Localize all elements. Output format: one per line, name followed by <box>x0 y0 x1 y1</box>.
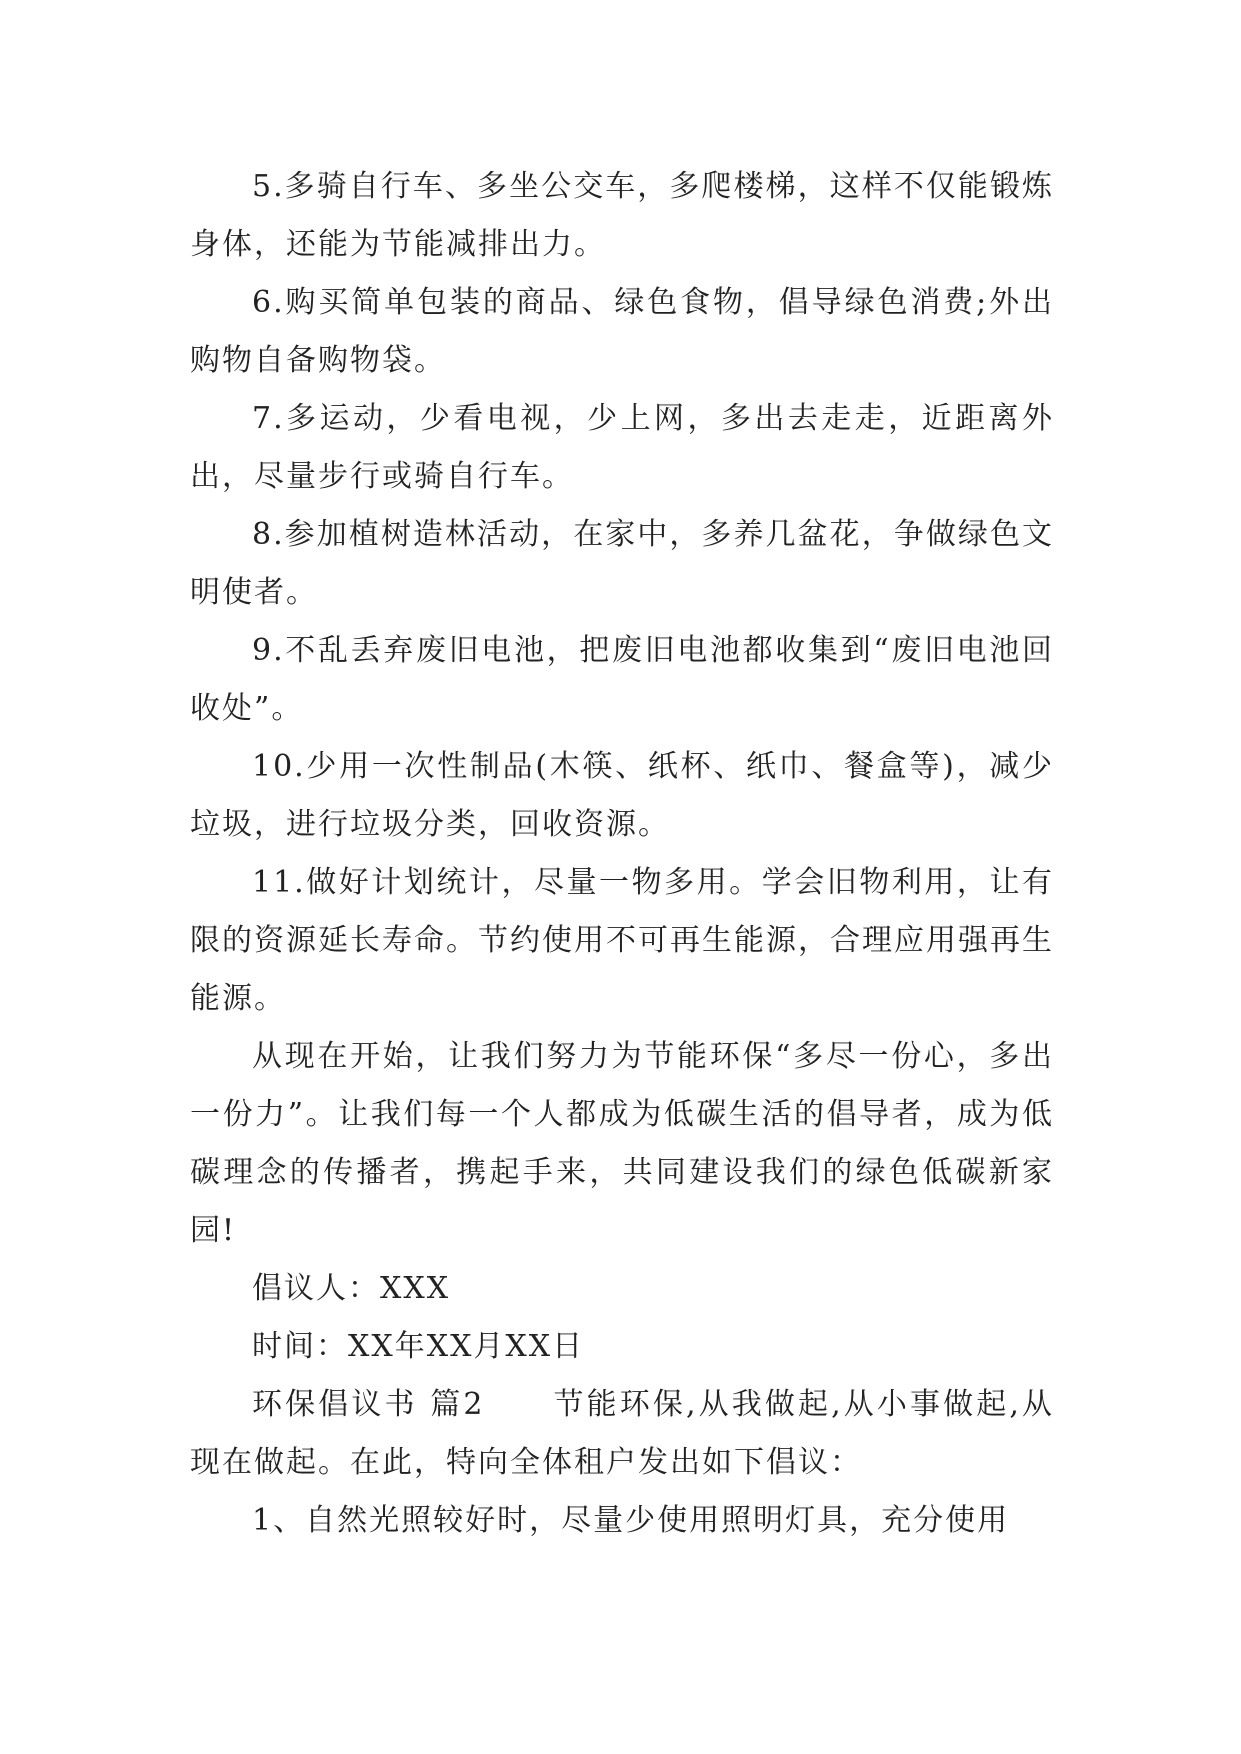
proposer-line: 倡议人：XXX <box>252 1271 451 1306</box>
paragraph-item-9: 9.不乱丢弃废旧电池，把废旧电池都收集到“废旧电池回收处”。 <box>190 633 1054 726</box>
paragraph-item-7: 7.多运动，少看电视，少上网，多出去走走，近距离外出，尽量步行或骑自行车。 <box>190 401 1054 494</box>
paragraph-item-8: 8.参加植树造林活动，在家中，多养几盆花，争做绿色文明使者。 <box>190 517 1054 610</box>
date-line: 时间：XX年XX月XX日 <box>252 1329 585 1364</box>
section-2-item-1: 1、自然光照较好时，尽量少使用照明灯具，充分使用 <box>252 1503 1010 1538</box>
document-body <box>190 158 1054 1550</box>
paragraph-item-10: 10.少用一次性制品(木筷、纸杯、纸巾、餐盒等)，减少垃圾，进行垃圾分类，回收资源。 <box>190 749 1054 842</box>
closing-paragraph: 从现在开始，让我们努力为节能环保“多尽一份心，多出一份力”。让我们每一个人都成为低碳生活的倡导者，成为低碳理念的传播者，携起手来，共同建设我们的绿色低碳新家园! <box>190 1039 1054 1248</box>
section-2-intro: 节能环保,从我做起,从小事做起,从现在做起。在此，特向全体租户发出如下倡议： <box>190 1387 1055 1480</box>
section-2-paragraph <box>190 1376 1054 1492</box>
paragraph-item-6: 6.购买简单包装的商品、绿色食物，倡导绿色消费;外出购物自备购物袋。 <box>190 285 1054 378</box>
section-2-heading: 环保倡议书 篇2 <box>252 1387 485 1422</box>
paragraph-item-11: 11.做好计划统计，尽量一物多用。学会旧物利用，让有限的资源延长寿命。节约使用不可再生能源，合理应用强再生能源。 <box>190 865 1054 1016</box>
paragraph-item-5: 5.多骑自行车、多坐公交车，多爬楼梯，这样不仅能锻炼身体，还能为节能减排出力。 <box>190 169 1054 262</box>
